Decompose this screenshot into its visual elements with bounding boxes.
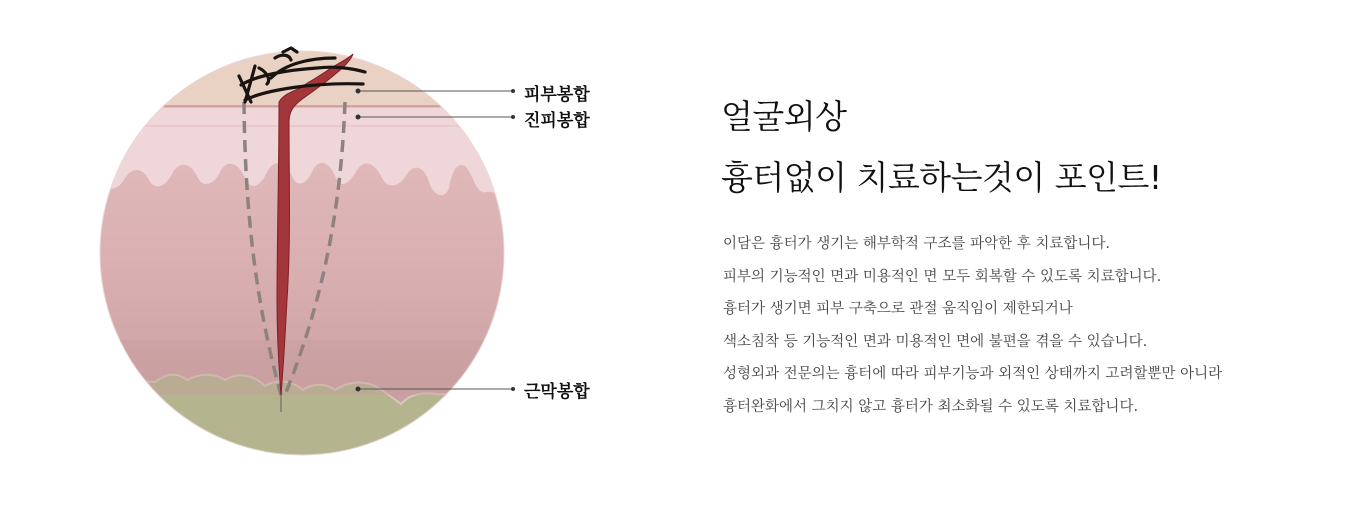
description-line: 피부의 기능적인 면과 미용적인 면 모두 회복할 수 있도록 치료합니다. xyxy=(723,268,1162,285)
description-line: 이담은 흉터가 생기는 해부학적 구조를 파악한 후 치료합니다. xyxy=(723,236,1111,252)
description-line: 색소침착 등 기능적인 면과 미용적인 면에 불편을 겪을 수 있습니다. xyxy=(723,333,1148,350)
callout-dot-skin xyxy=(356,89,361,94)
deep-dermis-band xyxy=(95,340,515,395)
label-fascia-suture: 근막봉합 xyxy=(524,382,590,402)
page-subtitle: 흉터없이 치료하는것이 포인트! xyxy=(721,158,1162,197)
callout-dot-dermis xyxy=(356,115,361,120)
description-line: 흉터가 생기면 피부 구축으로 관절 움직임이 제한되거나 xyxy=(723,301,1073,317)
description-line: 흉터완화에서 그치지 않고 흉터가 최소화될 수 있도록 치료합니다. xyxy=(723,398,1139,415)
callout-end-fascia xyxy=(511,387,515,391)
label-skin-suture: 피부봉합 xyxy=(524,85,590,105)
description-line: 성형외과 전문의는 흉터에 따라 피부기능과 외적인 상태까지 고려할뿐만 아니라 xyxy=(723,366,1223,382)
callout-end-dermis xyxy=(511,115,515,119)
description-list xyxy=(723,232,1222,427)
callout-end-skin xyxy=(511,89,515,93)
callout-dot-fascia xyxy=(356,387,361,392)
label-dermis-suture: 진피봉합 xyxy=(524,111,590,131)
page-title: 얼굴외상 xyxy=(721,97,847,136)
